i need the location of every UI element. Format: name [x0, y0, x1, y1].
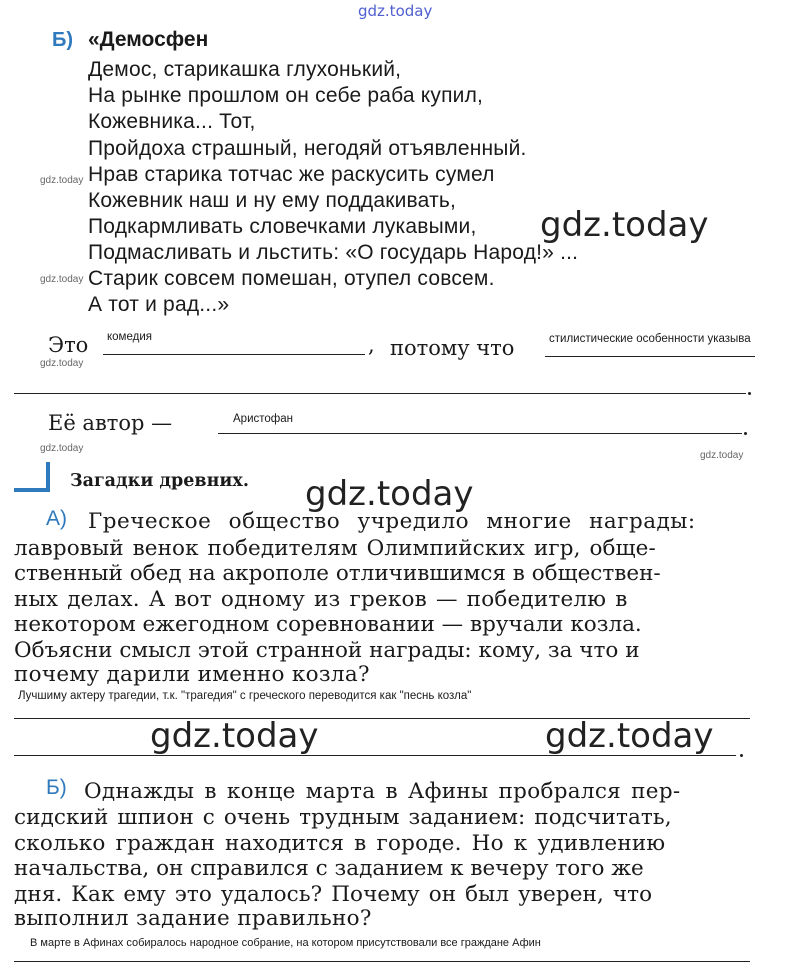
poem-line: На рынке прошлом он себе раба купил, [88, 84, 484, 107]
riddle-a-line: ных делах. А вот одному из греков — победителю в [14, 587, 628, 612]
riddle-a-line: ственный обед на акрополе отличившимся в обществен- [14, 561, 661, 586]
watermark-small: gdz.today [700, 450, 744, 461]
riddle-b-marker: Б) [46, 776, 67, 799]
watermark-large: gdz.today [150, 716, 319, 756]
riddle-a-marker: А) [46, 507, 67, 530]
poem-title: «Демосфен [88, 28, 209, 51]
poem-line: Нрав старика тотчас же раскусить сумел [88, 163, 495, 186]
riddle-a-line: Объясни смысл этой странной награды: кому, за что и [14, 638, 640, 663]
reason-answer: стилистические особенности указыва [549, 333, 751, 345]
line-end-dot [748, 392, 751, 395]
poem-line: Подмасливать и льстить: «О государь Народ!» ... [88, 241, 579, 264]
watermark-large: gdz.today [305, 474, 474, 514]
riddles-title: Загадки древних. [70, 471, 249, 491]
author-label: Её автор — [48, 411, 173, 435]
riddle-a-line: лавровый венок победителям Олимпийских игр, обще- [14, 536, 656, 561]
watermark-top: gdz.today [358, 2, 433, 20]
poem-line: Кожевника... Тот, [88, 110, 256, 133]
poem-line: Старик совсем помешан, отупел совсем. [88, 267, 495, 290]
author-answer: Аристофан [233, 413, 293, 425]
author-answer-line [218, 433, 742, 434]
poem-line: Пройдоха страшный, негодяй отъявленный. [88, 137, 527, 160]
poem-line: Подкармливать словечками лукавыми, [88, 215, 477, 238]
watermark-small: gdz.today [40, 443, 84, 454]
watermark-small: gdz.today [40, 175, 84, 186]
poem-line: А тот и рад...» [88, 293, 230, 316]
answer-line [14, 961, 750, 962]
riddle-b-line: дня. Как ему это удалось? Почему он был уверен, что [14, 882, 653, 907]
reason-answer-line [545, 356, 755, 357]
watermark-small: gdz.today [40, 274, 84, 285]
riddle-a-line: некотором ежегодном соревновании — вручали козла. [14, 612, 642, 637]
riddle-b-line: выполнил задание правильно? [14, 906, 372, 931]
because-label: потому что [390, 336, 515, 360]
riddle-b-line: сколько граждан находится в городе. Но к удивлению [14, 831, 666, 856]
genre-label: Это [48, 333, 89, 357]
line-end-dot [740, 754, 743, 757]
section-bracket-icon [14, 462, 50, 492]
watermark-large: gdz.today [545, 716, 714, 756]
watermark-small: gdz.today [40, 358, 84, 369]
riddle-a-line: Греческое общество учредило многие награды: [88, 509, 696, 534]
genre-continuation-line [14, 393, 746, 394]
genre-answer-line [103, 354, 365, 355]
genre-comma: , [368, 333, 375, 357]
poem-line: Кожевник наш и ну ему поддакивать, [88, 189, 457, 212]
riddle-b-line: Однажды в конце марта в Афины пробрался пер- [84, 779, 681, 804]
riddle-a-line: почему дарили именно козла? [14, 662, 370, 687]
riddle-a-answer: Лучшиму актеру трагедии, т.к. "трагедия" с греческого переводится как "песнь козла" [18, 690, 472, 702]
poem-line: Демос, старикашка глухонький, [88, 58, 402, 81]
watermark-large: gdz.today [540, 205, 709, 245]
riddle-b-line: начальства, он справился с заданием к вечеру того же [14, 856, 644, 881]
riddle-b-line: сидский шпион с очень трудным заданием: подсчитать, [14, 805, 672, 830]
genre-answer: комедия [107, 331, 152, 343]
line-end-dot [744, 432, 747, 435]
section-marker-b: Б) [52, 29, 74, 51]
riddle-b-answer: В марте в Афинах собиралось народное собрание, на котором присутствовали все граждане Афин [30, 937, 541, 949]
